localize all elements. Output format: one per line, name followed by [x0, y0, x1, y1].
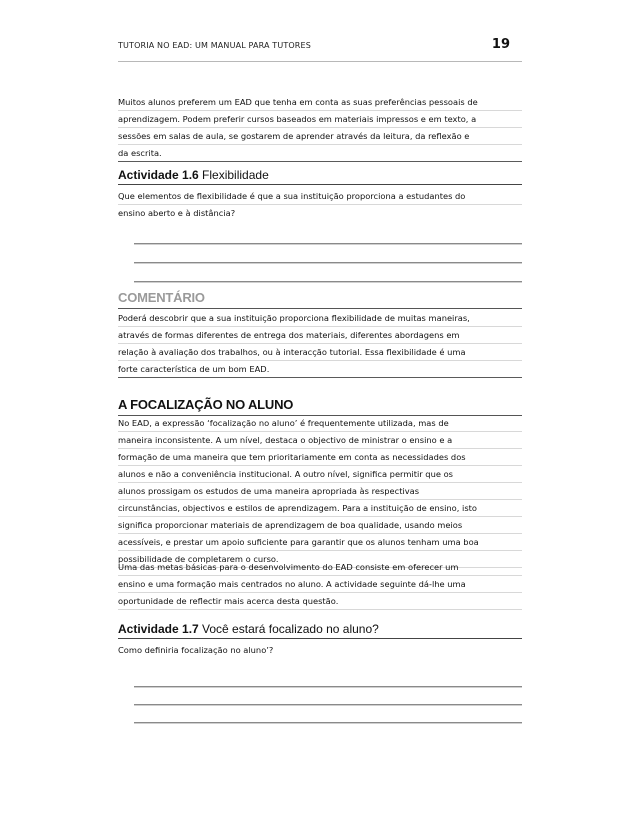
text-line: oportunidade de reflectir mais acerca desta questão.: [118, 593, 522, 610]
answer-line: [134, 722, 522, 724]
comment-paragraph: [118, 310, 522, 378]
activity-title: Flexibilidade: [198, 168, 269, 182]
text-line: Uma das metas básicas para o desenvolvimento do EAD consiste em oferecer um: [118, 559, 522, 576]
activity-1-7-heading: [118, 620, 522, 639]
focus-paragraph-1: [118, 415, 522, 568]
text-line: ensino aberto e à distância?: [118, 208, 236, 218]
text-line: alunos e não a conveniência institucional. A outro nível, significa permitir que os: [118, 466, 522, 483]
activity-1-6-heading: [118, 166, 522, 185]
text-line: forte característica de um bom EAD.: [118, 361, 522, 378]
text-line: ensino e uma formação mais centrados no aluno. A actividade seguinte dá-lhe uma: [118, 576, 522, 593]
text-line: Poderá descobrir que a sua instituição proporciona flexibilidade de muitas maneiras,: [118, 310, 522, 327]
text-line: significa proporcionar materiais de aprendizagem de boa qualidade, usando meios: [118, 517, 522, 534]
activity-1-6-question: [118, 188, 522, 221]
text-line: sessões em salas de aula, se gostarem de aprender através da leitura, da reflexão e: [118, 128, 522, 145]
focus-paragraph-2: [118, 559, 522, 610]
text-line: relação à avaliação dos trabalhos, ou à interacção tutorial. Essa flexibilidade é uma: [118, 344, 522, 361]
answer-line: [134, 262, 522, 264]
text-line: formação de uma maneira que tem prioritariamente em conta as necessidades dos: [118, 449, 522, 466]
intro-paragraph: [118, 94, 522, 162]
text-line: possibilidade de completarem o curso.: [118, 551, 522, 568]
text-line: alunos prossigam os estudos de uma maneira apropriada às respectivas: [118, 483, 522, 500]
text-line: acessíveis, e prestar um apoio suficiente para garantir que os alunos tenham uma boa: [118, 534, 522, 551]
text-line: Muitos alunos preferem um EAD que tenha em conta as suas preferências pessoais de: [118, 94, 522, 111]
answer-line: [134, 704, 522, 706]
text-line: Como definiria focalização no aluno’?: [118, 645, 274, 655]
text-line: aprendizagem. Podem preferir cursos baseados em materiais impressos e em texto, a: [118, 111, 522, 128]
text-line: maneira inconsistente. A um nível, destaca o objectivo de ministrar o ensino e a: [118, 432, 522, 449]
activity-label: Actividade 1.6: [118, 168, 199, 182]
section-heading: A FOCALIZAÇÃO NO ALUNO: [118, 397, 522, 416]
activity-label: Actividade 1.7: [118, 622, 199, 636]
activity-1-7-question: [118, 642, 522, 658]
text-line: circunstâncias, objectivos e estilos de aprendizagem. Para a instituição de ensino, isto: [118, 500, 522, 517]
activity-title: Você estará focalizado no aluno?: [198, 622, 379, 636]
text-line: No EAD, a expressão ‘focalização no aluno’ é frequentemente utilizada, mas de: [118, 415, 522, 432]
page-number: 19: [491, 37, 510, 52]
answer-line: [134, 686, 522, 688]
text-line: através de formas diferentes de entrega dos materiais, diferentes abordagens em: [118, 327, 522, 344]
running-title: TUTORIA NO EAD: UM MANUAL PARA TUTORES: [118, 41, 311, 50]
running-header: [118, 37, 522, 62]
text-line: da escrita.: [118, 145, 522, 162]
answer-line: [134, 243, 522, 245]
comment-heading: COMENTÁRIO: [118, 290, 522, 309]
answer-line: [134, 281, 522, 283]
text-line: Que elementos de flexibilidade é que a sua instituição proporciona a estudantes do: [118, 188, 522, 205]
